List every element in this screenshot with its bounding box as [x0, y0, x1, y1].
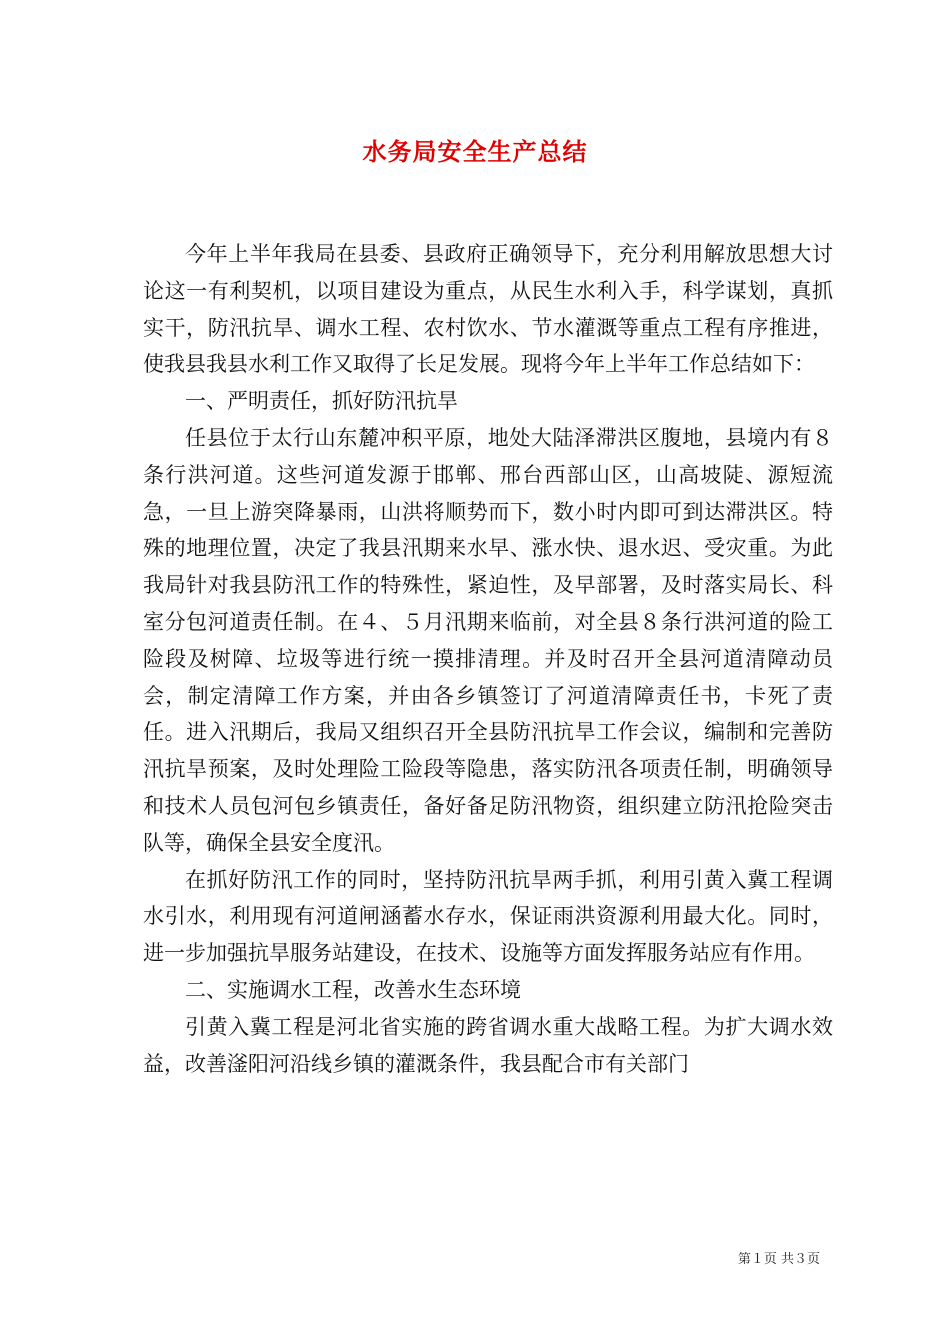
page-number: 第１页 共３页 [737, 1252, 820, 1267]
document-title: 水务局安全生产总结 [362, 137, 588, 166]
section-heading-2: 二、实施调水工程，改善水生态环境 [185, 977, 521, 1002]
section-heading-1: 一、严明责任，抓好防汛抗旱 [185, 389, 458, 414]
intro-paragraph: 今年上半年我局在县委、县政府正确领导下，充分利用解放思想大讨论这一有利契机，以项目建设为重点，从民生水利入手，科学谋划，真抓实干，防汛抗旱、调水工程、农村饮水、节水灌溉等重点工程有序推进，使我县我县水利工作又取得了长足发展。现将今年上半年工作总结如下： [143, 242, 833, 377]
section-2-paragraph-1: 引黄入冀工程是河北省实施的跨省调水重大战略工程。为扩大调水效益，改善滏阳河沿线乡镇的灌溉条件，我县配合市有关部门 [143, 1014, 833, 1076]
document-body [143, 236, 833, 1082]
section-1-paragraph-2: 在抓好防汛工作的同时，坚持防汛抗旱两手抓，利用引黄入冀工程调水引水，利用现有河道闸涵蓄水存水，保证雨洪资源利用最大化。同时，进一步加强抗旱服务站建设，在技术、设施等方面发挥服务站应有作用。 [143, 867, 833, 966]
section-1-paragraph-1: 任县位于太行山东麓冲积平原，地处大陆泽滞洪区腹地，县境内有８条行洪河道。这些河道发源于邯郸、邢台西部山区，山高坡陡、源短流急，一旦上游突降暴雨，山洪将顺势而下，数小时内即可到达滞洪区。特殊的地理位置，决定了我县汛期来水早、涨水快、退水迟、受灾重。为此我局针对我县防汛工作的特殊性，紧迫性，及早部署，及时落实局长、科室分包河道责任制。在４、５月汛期来临前，对全县８条行洪河道的险工险段及树障、垃圾等进行统一摸排清理。并及时召开全县河道清障动员会，制定清障工作方案，并由各乡镇签订了河道清障责任书，卡死了责任。进入汛期后，我局又组织召开全县防汛抗旱工作会议，编制和完善防汛抗旱预案，及时处理险工险段等隐患，落实防汛各项责任制，明确领导和技术人员包河包乡镇责任，备好备足防汛物资，组织建立防汛抢险突击队等，确保全县安全度汛。 [143, 425, 833, 855]
